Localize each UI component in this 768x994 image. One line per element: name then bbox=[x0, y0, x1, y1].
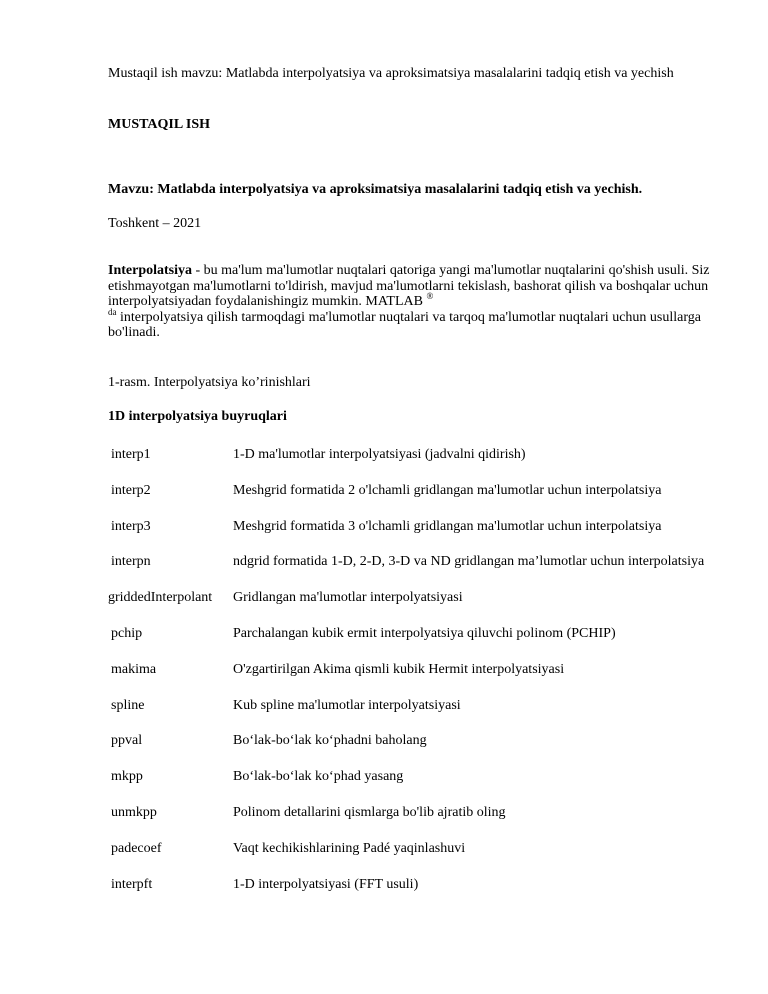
table-row bbox=[111, 519, 761, 555]
command-name: interp2 bbox=[111, 482, 151, 498]
command-description: Meshgrid formatida 2 o'lchamli gridlangan ma'lumotlar uchun interpolatsiya bbox=[233, 482, 662, 498]
main-heading: MUSTAQIL ISH bbox=[108, 117, 211, 132]
command-description: Polinom detallarini qismlarga bo'lib ajratib oling bbox=[233, 804, 506, 820]
table-row bbox=[111, 554, 761, 590]
table-row bbox=[108, 590, 761, 626]
intro-title: Mustaqil ish mavzu: Matlabda interpolyatsiya va aproksimatsiya masalalarini tadqiq etish va yechish bbox=[108, 66, 674, 81]
command-description: 1-D ma'lumotlar interpolyatsiyasi (jadvalni qidirish) bbox=[233, 447, 526, 462]
table-row bbox=[111, 626, 761, 662]
command-description: Vaqt kechikishlarining Padé yaqinlashuvi bbox=[233, 840, 466, 856]
command-description: 1-D interpolyatsiyasi (FFT usuli) bbox=[233, 876, 419, 892]
table-row bbox=[111, 805, 761, 841]
command-name: griddedInterpolant bbox=[108, 590, 213, 606]
command-name: padecoef bbox=[111, 840, 162, 856]
figure-caption: 1-rasm. Interpolyatsiya ko’rinishlari bbox=[108, 375, 311, 390]
command-name: makima bbox=[111, 661, 157, 677]
command-name: mkpp bbox=[111, 769, 143, 785]
section-heading: 1D interpolyatsiya buyruqlari bbox=[108, 409, 287, 424]
table-row bbox=[111, 698, 761, 734]
table-row bbox=[111, 662, 761, 698]
command-description: Meshgrid formatida 3 o'lchamli gridlangan ma'lumotlar uchun interpolatsiya bbox=[233, 518, 662, 534]
command-description: Bo‘lak-bo‘lak ko‘phad yasang bbox=[233, 769, 404, 785]
command-name: unmkpp bbox=[111, 804, 157, 820]
command-name: pchip bbox=[111, 625, 143, 641]
definition-text-part2: interpolyatsiya qilish tarmoqdagi ma'lumotlar nuqtalari va tarqoq ma'lumotlar nuqtalari uchun usullarga bo'linadi. bbox=[108, 309, 701, 340]
command-name: interpft bbox=[111, 876, 153, 892]
command-description: Bo‘lak-bo‘lak ko‘phadni baholang bbox=[233, 733, 427, 749]
definition-text-part1: - bu ma'lum ma'lumotlar nuqtalari qatoriga yangi ma'lumotlar nuqtalarini qo'shish usuli. Siz etishmayotgan ma'lumotlarni to'ldirish, mavjud ma'lumotlarni tekislash, bashorat qilish va boshqalar uchun interpolyatsiyadan foydalanishingiz mumkin. MATLAB bbox=[108, 263, 710, 309]
definition-suffix: da bbox=[108, 306, 117, 317]
command-description: Parchalangan kubik ermit interpolyatsiya qiluvchi polinom (PCHIP) bbox=[233, 625, 616, 641]
registered-mark: ® bbox=[426, 291, 434, 301]
command-name: interp3 bbox=[111, 518, 151, 534]
command-name: spline bbox=[111, 697, 145, 713]
table-row bbox=[111, 733, 761, 769]
command-description: Kub spline ma'lumotlar interpolyatsiyasi bbox=[233, 697, 461, 713]
commands-table bbox=[108, 447, 761, 912]
command-name: ppval bbox=[111, 733, 143, 749]
command-description: Gridlangan ma'lumotlar interpolyatsiyasi bbox=[233, 590, 463, 606]
table-row bbox=[111, 447, 761, 483]
command-description: ndgrid formatida 1-D, 2-D, 3-D va ND gridlangan ma’lumotlar uchun interpolatsiya bbox=[233, 554, 705, 570]
command-description: O'zgartirilgan Akima qismli kubik Hermit interpolyatsiyasi bbox=[233, 661, 565, 677]
table-row bbox=[111, 483, 761, 519]
command-name: interpn bbox=[111, 554, 151, 570]
table-row bbox=[111, 877, 761, 913]
table-row bbox=[111, 841, 761, 877]
command-name: interp1 bbox=[111, 447, 151, 462]
table-row bbox=[111, 769, 761, 805]
place-date: Toshkent – 2021 bbox=[108, 216, 202, 231]
definition-term: Interpolatsiya bbox=[108, 263, 192, 278]
topic-line: Mavzu: Matlabda interpolyatsiya va aproksimatsiya masalalarini tadqiq etish va yechish. bbox=[108, 182, 643, 197]
definition-paragraph bbox=[108, 263, 718, 341]
